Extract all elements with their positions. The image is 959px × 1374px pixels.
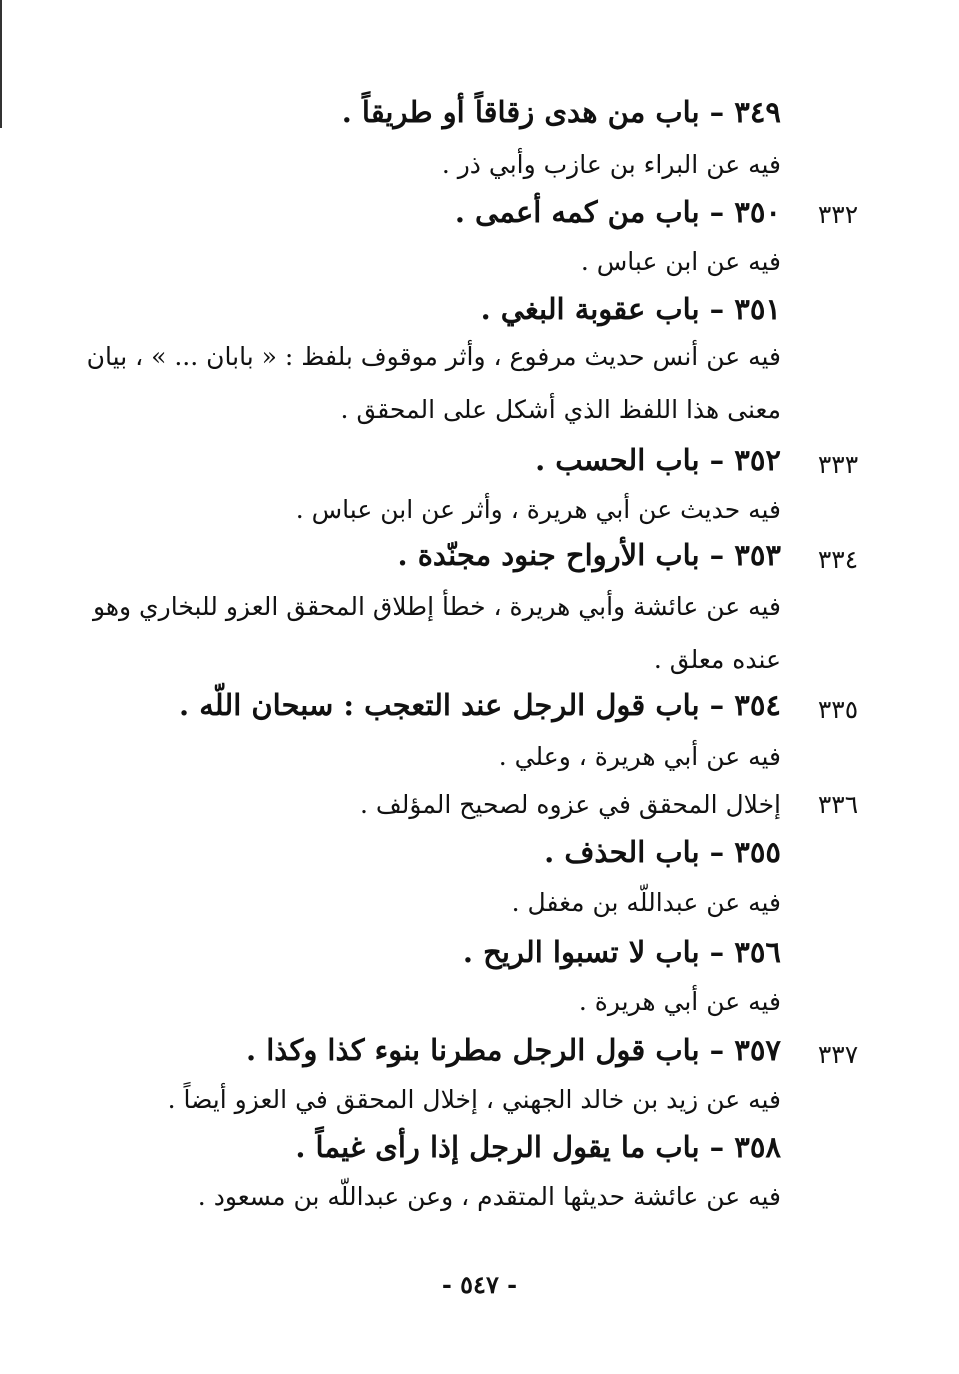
chapter-heading-352: ٣٥٢ – باب الحسب . — [535, 443, 781, 477]
chapter-heading-356: ٣٥٦ – باب لا تسبوا الريح . — [462, 935, 781, 969]
chapter-body-358: فيه عن عائشة حديثها المتقدم ، وعن عبداللّه بن مسعود . — [197, 1182, 781, 1211]
chapter-body-357: فيه عن زيد بن خالد الجهني ، إخلال المحقق في العزو أيضاً . — [167, 1085, 781, 1114]
page-number: - ٥٤٧ - — [441, 1270, 518, 1299]
chapter-body-353-line-1: فيه عن عائشة وأبي هريرة ، خطأ إطلاق المحقق العزو للبخاري وهو — [92, 592, 781, 621]
chapter-body-351-line-2: معنى هذا اللفظ الذي أشكل على المحقق . — [340, 395, 781, 424]
chapter-heading-354: ٣٥٤ – باب قول الرجل عند التعجب : سبحان اللّه . — [179, 688, 781, 722]
chapter-body-350: فيه عن ابن عباس . — [580, 247, 781, 276]
chapter-heading-351: ٣٥١ – باب عقوبة البغي . — [480, 292, 781, 326]
margin-number-332: ٣٣٢ — [817, 200, 859, 229]
scan-edge-rule — [0, 0, 2, 128]
margin-number-337: ٣٣٧ — [817, 1040, 859, 1069]
margin-number-334: ٣٣٤ — [817, 545, 859, 574]
chapter-body-349: فيه عن البراء بن عازب وأبي ذر . — [441, 150, 781, 179]
chapter-body-354: فيه عن أبي هريرة ، وعلي . — [498, 742, 781, 771]
chapter-body-356: فيه عن أبي هريرة . — [578, 987, 781, 1016]
margin-number-336: ٣٣٦ — [817, 790, 859, 819]
margin-number-333: ٣٣٣ — [817, 450, 859, 479]
chapter-heading-357: ٣٥٧ – باب قول الرجل مطرنا بنوء كذا وكذا . — [246, 1033, 781, 1067]
chapter-heading-353: ٣٥٣ – باب الأرواح جنود مجنّدة . — [397, 538, 781, 572]
chapter-body-351-line-1: فيه عن أنس حديث مرفوع ، وأثر موقوف بلفظ : « بابان ... » ، بيان — [86, 342, 781, 371]
chapter-heading-355: ٣٥٥ – باب الحذف . — [544, 835, 781, 869]
chapter-heading-358: ٣٥٨ – باب ما يقول الرجل إذا رأى غيماً . — [295, 1130, 781, 1164]
margin-note-336: إخلال المحقق في عزوه لصحيح المؤلف . — [360, 790, 781, 819]
margin-number-335: ٣٣٥ — [817, 695, 859, 724]
chapter-body-352: فيه حديث عن أبي هريرة ، وأثر عن ابن عباس . — [295, 495, 781, 524]
chapter-body-355: فيه عن عبداللّه بن مغفل . — [511, 888, 781, 917]
chapter-heading-349: ٣٤٩ – باب من هدى زقاقاً أو طريقاً . — [341, 95, 781, 129]
chapter-body-353-line-2: عنده معلق . — [653, 645, 781, 674]
chapter-heading-350: ٣٥٠ – باب من كمه أعمى . — [454, 195, 781, 229]
